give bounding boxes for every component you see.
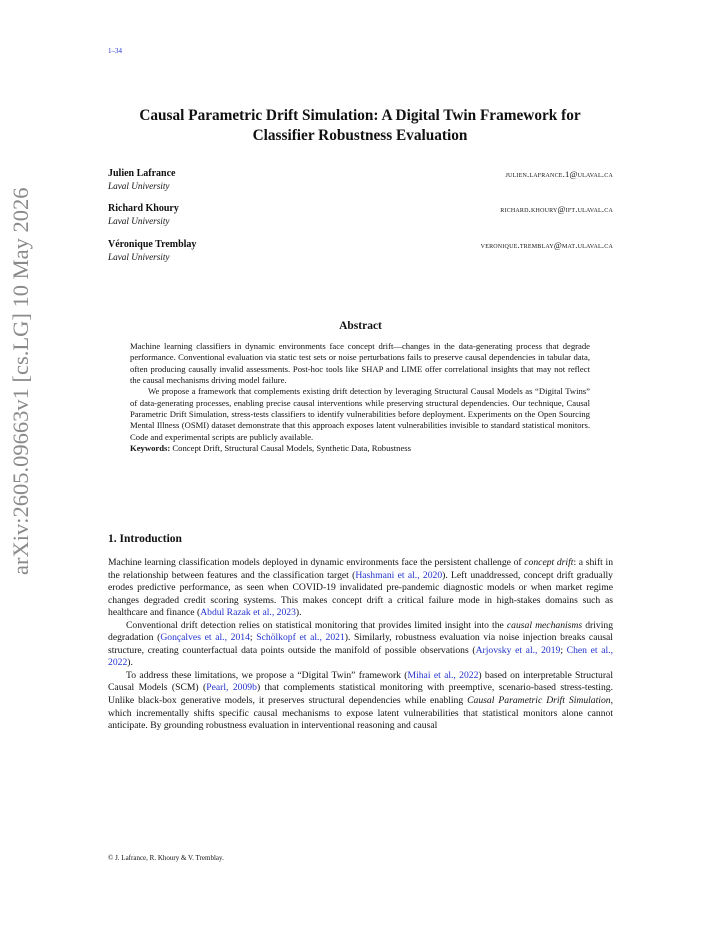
text-run: ). Left unaddressed, concept drift gradually erodes predictive performance, as seen when COVID-19 invalidated pre-pandemic diagnostic models or when market regime changes degraded credit scoring systems. This makes concept drift a critical failure mode in high-stakes domains such as healthcare and finance ( xyxy=(108,569,613,619)
body-paragraph xyxy=(108,557,613,620)
citation-link[interactable]: Arjovsky et al., 2019 xyxy=(475,644,561,656)
author-block xyxy=(108,239,613,263)
body-paragraph xyxy=(108,670,613,733)
keywords-label: Keywords: xyxy=(130,443,171,454)
citation-link[interactable]: Gonçalves et al., 2014 xyxy=(160,632,250,644)
text-run: ). xyxy=(127,657,133,669)
text-run: ) based on interpretable Structural Causal Models (SCM) ( xyxy=(108,669,613,694)
citation-link[interactable]: Hashmani et al., 2020 xyxy=(355,569,443,581)
text-run: ) that complements statistical monitoring with preemptive, scenario-based stress-testing. Unlike black-box generative models, it preserves structural dependencies while enabling xyxy=(108,682,613,707)
author-name: Julien Lafrance xyxy=(108,168,176,179)
section-heading: 1. Introduction xyxy=(108,533,182,545)
text-run: ; xyxy=(249,632,257,644)
citation-link[interactable]: Mihai et al., 2022 xyxy=(407,669,479,681)
author-block xyxy=(108,168,613,192)
author-email[interactable]: julien.lafrance.1@ulaval.ca xyxy=(505,169,613,179)
emphasis: Causal Parametric Drift Simulation xyxy=(467,695,611,707)
author-affiliation: Laval University xyxy=(108,181,170,191)
title-line-1: Causal Parametric Drift Simulation: A Digital Twin Framework for xyxy=(139,107,581,124)
text-run: ; xyxy=(560,644,567,656)
body-paragraph xyxy=(108,620,613,670)
abstract-heading: Abstract xyxy=(339,320,382,332)
author-affiliation: Laval University xyxy=(108,216,170,226)
citation-link[interactable]: Pearl, 2009b xyxy=(206,682,257,694)
copyright-footer: © J. Lafrance, R. Khoury & V. Tremblay. xyxy=(108,854,224,862)
text-run: driving degradation ( xyxy=(108,619,614,644)
keywords-list: Concept Drift, Structural Causal Models, Synthetic Data, Robustness xyxy=(172,443,411,454)
page-range: 1–34 xyxy=(108,47,122,55)
citation-link[interactable]: Abdul Razak et al., 2023 xyxy=(200,607,296,619)
keywords xyxy=(130,443,590,454)
abstract-paragraph: We propose a framework that complements existing drift detection by leveraging Structural Causal Models as “Digital Twins” of data-generating processes, enabling precise causal interventions while preserving structural dependencies. Our technique, Causal Parametric Drift Simulation, stress-tests classifiers to identify vulnerabilities before deployment. Experiments on the Open Sourcing Mental Illness (OSMI) dataset demonstrate that this approach exposes latent vulnerabilities invisible to standard statistical monitors. Code and experimental scripts are publicly available. xyxy=(130,386,590,442)
arxiv-sidebar-stamp: arXiv:2605.09663v1 [cs.LG] 10 May 2026 xyxy=(8,187,33,575)
text-run: ). Similarly, robustness evaluation via noise injection breaks causal structure, creating counterfactual data points outside the manifold of possible observations ( xyxy=(108,632,613,656)
text-run: To address these limitations, we propose a “Digital Twin” framework ( xyxy=(126,669,408,681)
author-affiliation: Laval University xyxy=(108,252,170,262)
paper-title xyxy=(100,106,620,146)
title-line-2: Classifier Robustness Evaluation xyxy=(252,127,468,144)
text-run: ). xyxy=(295,607,302,619)
introduction-body xyxy=(108,557,613,733)
text-run: : a shift in the relationship between features and the classification target ( xyxy=(108,557,614,581)
abstract xyxy=(130,341,590,454)
emphasis: concept drift xyxy=(524,557,574,568)
author-name: Richard Khoury xyxy=(108,203,179,214)
author-email[interactable]: richard.khoury@ift.ulaval.ca xyxy=(500,204,613,214)
emphasis: causal mechanisms xyxy=(506,619,583,631)
citation-link[interactable]: Schölkopf et al., 2021 xyxy=(256,632,345,644)
author-name: Véronique Tremblay xyxy=(108,239,197,250)
text-run: , which incrementally shifts specific causal mechanisms to expose latent vulnerabilities that statistical monitors alone cannot anticipate. By grounding robustness evaluation in interventional reasoning and causal xyxy=(108,695,613,732)
text-run: Conventional drift detection relies on statistical monitoring that provides limited insight into the xyxy=(126,619,507,631)
citation-link[interactable]: Chen et al., 2022 xyxy=(108,644,613,669)
author-email[interactable]: veronique.tremblay@mat.ulaval.ca xyxy=(480,240,613,250)
author-block xyxy=(108,203,613,227)
text-run: Machine learning classification models deployed in dynamic environments face the persistent challenge of xyxy=(108,557,525,568)
abstract-paragraph: Machine learning classifiers in dynamic environments face concept drift—changes in the data-generating process that degrade performance. Conventional evaluation via static test sets or noise perturbations fails to preserve causal dependencies in tabular data, often producing causally invalid assessments. Post-hoc tools like SHAP and LIME offer correlational insights that may not reflect the causal mechanisms driving model failure. xyxy=(130,341,590,386)
